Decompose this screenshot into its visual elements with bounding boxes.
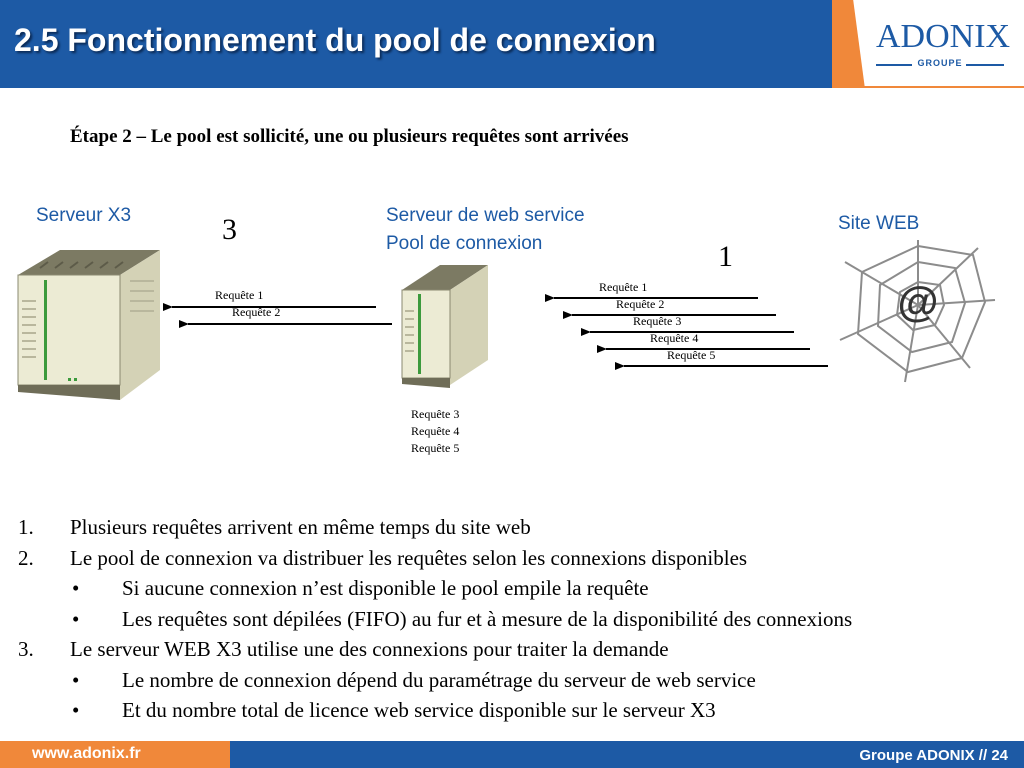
request-to-x3-2: Requête 2 xyxy=(232,305,281,319)
list-text: Les requêtes sont dépilées (FIFO) au fur et à mesure de la disponibilité des connexions xyxy=(122,606,853,631)
list-marker: • xyxy=(72,667,80,692)
footer-page-number: Groupe ADONIX // 24 xyxy=(859,747,1008,764)
list-marker: 1. xyxy=(18,515,34,539)
list-text: Le serveur WEB X3 utilise une des connexions pour traiter la demande xyxy=(70,637,669,661)
queued-request-5: Requête 5 xyxy=(411,441,460,455)
serveur-x3-number: 3 xyxy=(222,213,237,246)
logo-name: ADONIX xyxy=(876,18,1011,55)
list-text: Le pool de connexion va distribuer les requêtes selon les connexions disponibles xyxy=(70,545,748,570)
request-from-web-1: Requête 1 xyxy=(599,280,648,294)
list-text: Plusieurs requêtes arrivent en même temps du site web xyxy=(70,515,531,539)
serveur-ws-label-2: Pool de connexion xyxy=(386,233,543,254)
serveur-ws-label-1: Serveur de web service xyxy=(386,205,585,226)
slide-title: 2.5 Fonctionnement du pool de connexion xyxy=(14,22,656,58)
list-text: Et du nombre total de licence web service disponible sur le serveur X3 xyxy=(122,698,716,722)
list-marker: • xyxy=(72,698,80,722)
at-sign-icon: @ xyxy=(897,278,939,325)
serveur-x3-label: Serveur X3 xyxy=(36,205,132,226)
step-title: Étape 2 – Le pool est sollicité, une ou plusieurs requêtes sont arrivées xyxy=(70,126,629,147)
list-marker: 2. xyxy=(18,545,34,570)
server-ws-icon xyxy=(402,265,488,388)
logo-group: GROUPE xyxy=(917,58,963,68)
request-from-web-5: Requête 5 xyxy=(667,348,716,362)
queued-request-4: Requête 4 xyxy=(411,424,460,438)
site-web-label: Site WEB xyxy=(838,213,920,234)
list-text: Le nombre de connexion dépend du paramétrage du serveur de web service xyxy=(122,667,756,692)
site-web-number: 1 xyxy=(718,240,733,273)
footer-url-link[interactable]: www.adonix.fr xyxy=(32,745,141,762)
list-text: Si aucune connexion n’est disponible le pool empile la requête xyxy=(122,576,649,600)
list-marker: 3. xyxy=(18,637,34,661)
list-marker: • xyxy=(72,576,80,600)
request-to-x3-1: Requête 1 xyxy=(215,288,264,302)
queued-request-3: Requête 3 xyxy=(411,407,460,421)
request-from-web-3: Requête 3 xyxy=(633,314,682,328)
request-from-web-4: Requête 4 xyxy=(650,331,699,345)
server-x3-icon xyxy=(18,250,160,400)
list-marker: • xyxy=(72,606,80,631)
request-from-web-2: Requête 2 xyxy=(616,297,665,311)
